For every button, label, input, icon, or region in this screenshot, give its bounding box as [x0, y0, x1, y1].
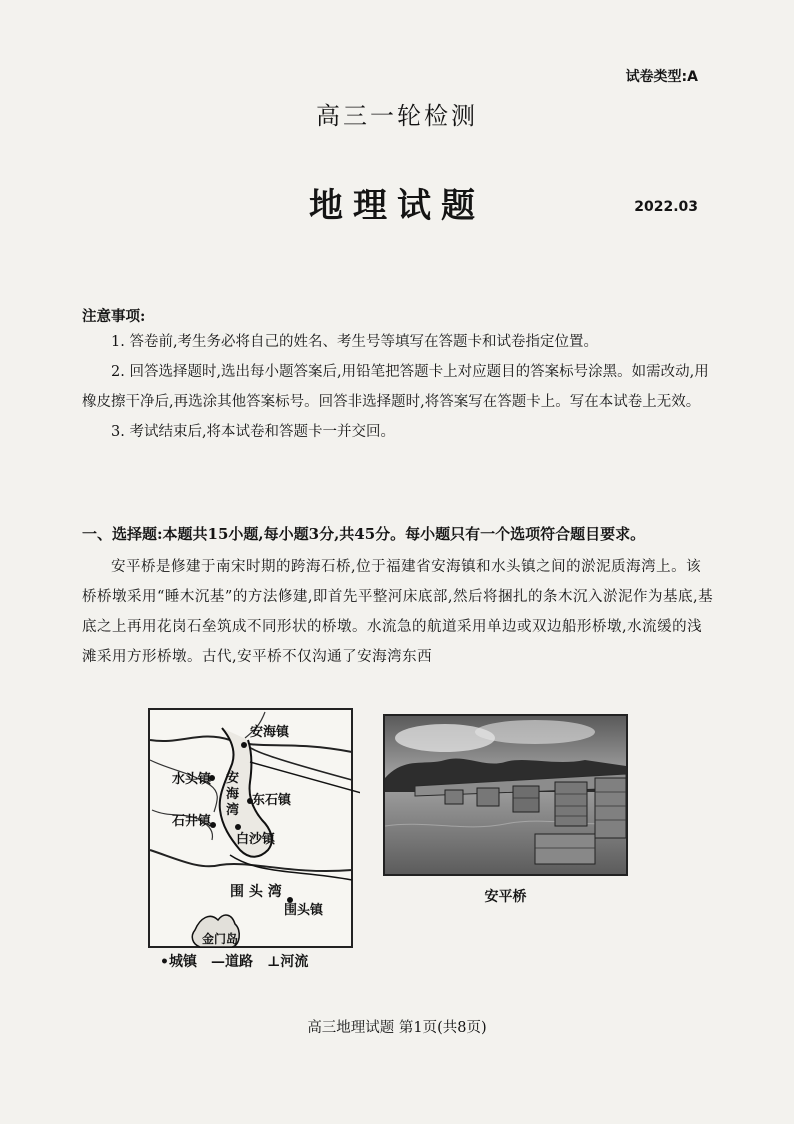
note-item-3: 3. 考试结束后,将本试卷和答题卡一并交回。: [111, 424, 396, 440]
label-shijing-town: 石井镇: [172, 814, 212, 829]
photo-caption: 安平桥: [484, 889, 527, 905]
passage: [82, 552, 716, 672]
label-weitou-town: 围头镇: [284, 903, 324, 918]
label-anhai-bay-3: 湾: [226, 803, 240, 818]
label-kinmen: 金门岛: [202, 932, 239, 946]
section-heading: 一、选择题:本题共15小题,每小题3分,共45分。每小题只有一个选项符合题目要求。: [82, 525, 646, 543]
legend-river: ⊥河流: [266, 954, 309, 970]
legend-town: •城镇: [160, 954, 197, 970]
label-weitou-bay: 围 头 湾: [230, 884, 282, 900]
bridge-photo-image: [385, 716, 626, 874]
notes-heading: 注意事项:: [82, 308, 146, 325]
town-dot: [235, 824, 241, 830]
legend-road: —道路: [210, 954, 253, 970]
label-shuitou-town: 水头镇: [172, 772, 212, 787]
label-dongshi-town: 东石镇: [252, 793, 292, 808]
label-anhai-bay-2: 海: [226, 787, 240, 802]
note-item-2: 2. 回答选择题时,选出每小题答案后,用铅笔把答题卡上对应题目的答案标号涂黑。如需改动,用橡皮擦干净后,再选涂其他答案标号。回答非选择题时,将答案写在答题卡上。写在本试卷上无效。: [82, 364, 709, 410]
label-baisha-town: 白沙镇: [236, 832, 276, 847]
exam-title: 地理试题: [309, 186, 485, 226]
exam-subtitle: 高三一轮检测: [316, 102, 478, 130]
page-footer: 高三地理试题 第1页(共8页): [307, 1020, 487, 1036]
paper-type-label: 试卷类型:A: [625, 69, 698, 85]
notes-list: [82, 327, 714, 447]
label-anhai-town: 安海镇: [250, 725, 290, 740]
map-legend: [160, 951, 308, 971]
exam-date: 2022.03: [634, 199, 698, 215]
passage-text: 安平桥是修建于南宋时期的跨海石桥,位于福建省安海镇和水头镇之间的淤泥质海湾上。该桥桥墩采用“睡木沉基”的方法修建,即首先平整河床底部,然后将捆扎的条木沉入淤泥作为基底,基底之上再用花岗石垒筑成不同形状的桥墩。水流急的航道采用单边或双边船形桥墩,水流缓的浅滩采用方形桥墩。古代,安平桥不仅沟通了安海湾东西: [82, 559, 714, 665]
anping-bridge-photo: [383, 714, 628, 876]
label-anhai-bay-1: 安: [226, 771, 240, 786]
town-dot: [241, 742, 247, 748]
note-item-1: 1. 答卷前,考生务必将自己的姓名、考生号等填写在答题卡和试卷指定位置。: [111, 334, 599, 350]
anhai-bay-map: [140, 700, 360, 952]
